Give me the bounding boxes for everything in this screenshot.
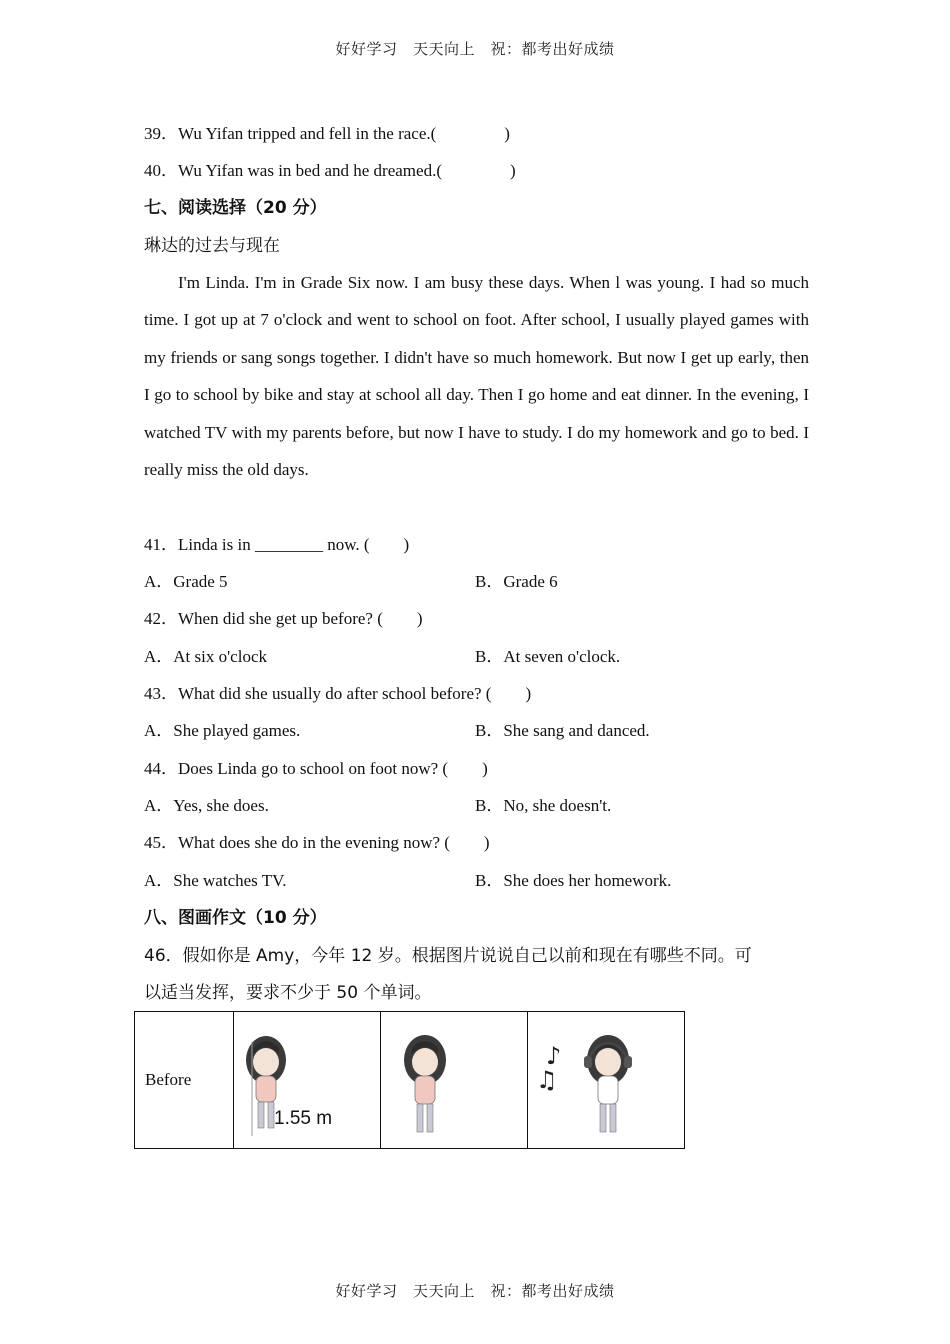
girl-measuring-height-illustration — [234, 1012, 380, 1148]
question-42: 42．When did she get up before? ( ) — [144, 609, 423, 628]
option-42-b: B．At seven o'clock. — [475, 647, 621, 666]
question-43: 43．What did she usually do after school before? ( ) — [144, 684, 532, 703]
question-45: 45．What does she do in the evening now? ( ) — [144, 833, 490, 852]
option-45-b: B．She does her homework. — [475, 871, 672, 890]
music-notes-icon: ♫ — [536, 1066, 558, 1094]
reading-passage-text: I'm Linda. I'm in Grade Six now. I am busy these days. When l was young. I had so much time. I got up at 7 o'clock and went to school on foot. After school, I usually played games with my friends or sang songs together. I didn't have so much homework. But now I get up early, then I go to school by bike and stay at school all day. Then I go home and eat dinner. In the evening, I watched TV with my parents before, but now I have to study. I do my homework and go to bed. I really miss the old days. — [144, 273, 809, 480]
reading-passage — [144, 264, 809, 488]
option-43-a: A．She played games. — [144, 721, 301, 740]
option-44-a: A．Yes, she does. — [144, 796, 269, 815]
question-40: 40．Wu Yifan was in bed and he dreamed.( ) — [144, 161, 516, 180]
girl-listening-music-illustration — [528, 1012, 684, 1148]
before-label: Before — [135, 1012, 234, 1149]
page-header: 好好学习 天天向上 祝：都考出好成绩 — [335, 40, 615, 58]
question-41: 41．Linda is in ________ now. ( ) — [144, 535, 410, 554]
option-45-a: A．She watches TV. — [144, 871, 287, 890]
question-39: 39．Wu Yifan tripped and fell in the race.( ) — [144, 124, 510, 143]
girl-standing-illustration — [381, 1012, 527, 1148]
music-note-icon: ♪ — [546, 1042, 562, 1070]
page-footer: 好好学习 天天向上 祝：都考出好成绩 — [335, 1282, 615, 1300]
option-42-a: A．At six o'clock — [144, 647, 267, 666]
option-44-b: B．No, she doesn't. — [475, 796, 612, 815]
question-44: 44．Does Linda go to school on foot now? ( ) — [144, 759, 488, 778]
section-8-heading: 八、图画作文（10 分） — [144, 908, 327, 928]
option-43-b: B．She sang and danced. — [475, 721, 650, 740]
question-46-line-1: 46．假如你是 Amy，今年 12 岁。根据图片说说自己以前和现在有哪些不同。可 — [144, 946, 752, 966]
option-41-b: B．Grade 6 — [475, 572, 558, 591]
question-46-line-2: 以适当发挥，要求不少于 50 个单词。 — [144, 983, 432, 1003]
height-label: 1.55 m — [274, 1108, 333, 1129]
picture-music — [528, 1012, 685, 1149]
picture-height — [234, 1012, 381, 1149]
section-7-heading: 七、阅读选择（20 分） — [144, 198, 327, 218]
picture-girl — [381, 1012, 528, 1149]
picture-table — [134, 1011, 685, 1149]
option-41-a: A．Grade 5 — [144, 572, 228, 591]
passage-title: 琳达的过去与现在 — [144, 236, 280, 256]
